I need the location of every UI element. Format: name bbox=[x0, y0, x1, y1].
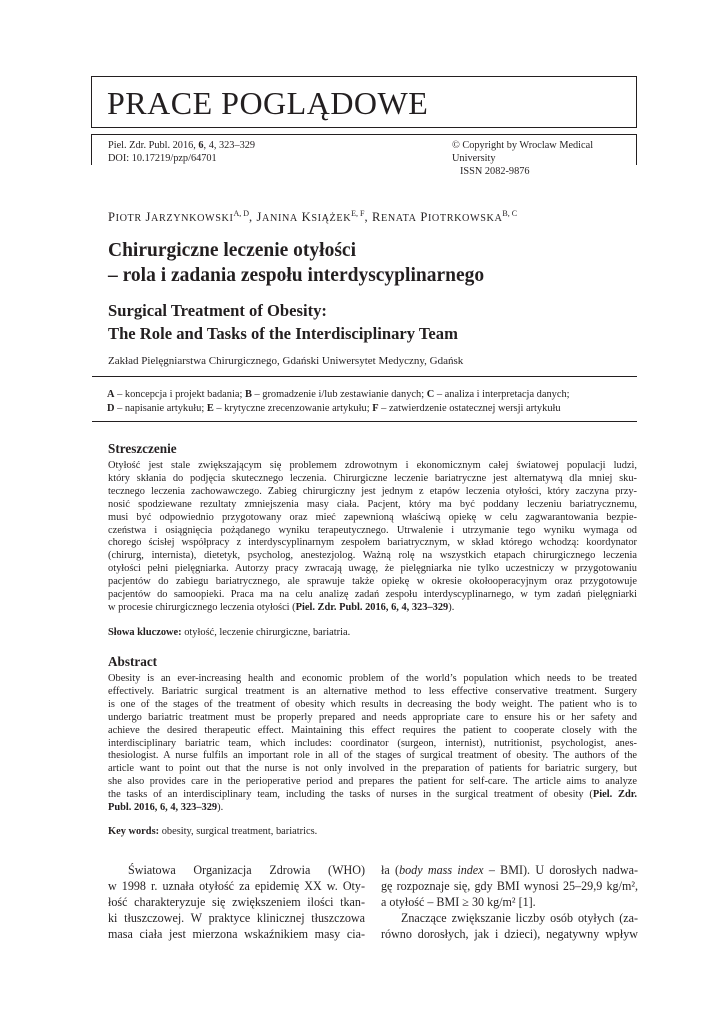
text-line: effectively. Bariatric surgical treatment is an alternative method to less effective conservative treatment. Surgery bbox=[108, 685, 637, 697]
keywords-label: Key words: bbox=[108, 826, 160, 837]
author-name: JANINA KSIĄŻEK bbox=[256, 210, 352, 225]
text-line: czeństwa i osiągnięcia pożądanego wyniku terapeutycznego. Utrwalenie i utrzymanie tego wyniku wymaga od bbox=[108, 524, 637, 536]
citation: Piel. Zdr. bbox=[592, 789, 637, 801]
keywords-text: otyłość, leczenie chirurgiczne, bariatria. bbox=[181, 627, 351, 638]
streszczenie-text bbox=[108, 460, 637, 615]
keywords-english bbox=[108, 826, 317, 837]
text-line: w 1998 r. uznała otyłość za epidemię XX w. Oty- bbox=[108, 878, 365, 893]
journal-citation-block bbox=[108, 139, 255, 165]
title-polish-line: – rola i zadania zespołu interdyscyplinarnego bbox=[108, 265, 485, 286]
abstract-text bbox=[108, 673, 637, 815]
text-line: masa ciała jest mierzona wskaźnikiem masy cia- bbox=[108, 926, 365, 941]
text-fragment: body mass index bbox=[399, 863, 484, 877]
text-line: tecznego leczenia zachowawczego. Zabieg chirurgiczny jest jednym z etapów leczenia otyłości, który zaczyna przy- bbox=[108, 485, 637, 497]
doi: DOI: 10.17219/pzp/64701 bbox=[108, 153, 217, 164]
section-header-box bbox=[91, 76, 637, 128]
keywords-text: obesity, surgical treatment, bariatrics. bbox=[159, 826, 318, 837]
issn: ISSN 2082-9876 bbox=[460, 166, 530, 177]
title-english bbox=[108, 299, 458, 345]
text-line bbox=[108, 802, 637, 815]
contributions-box bbox=[92, 376, 637, 422]
text-line: który skłania do podjęcia skutecznego leczenia. Chirurgiczne leczenie bariatryczne jest alternatywą dla mniej sku- bbox=[108, 472, 637, 484]
title-polish-line: Chirurgiczne leczenie otyłości bbox=[108, 240, 357, 261]
section-title: PRACE POGLĄDOWE bbox=[107, 85, 429, 121]
text-line bbox=[108, 602, 637, 615]
text-line: pacjentów do zabiegu bariatrycznego, ale sprawuje także opiekę w okresie okołooperacyjnym oraz przygotowuje bbox=[108, 576, 637, 588]
text-fragment: ła ( bbox=[381, 863, 400, 877]
text-line: Światowa Organizacja Zdrowia (WHO) bbox=[128, 863, 365, 877]
text-line: Obesity is an ever-increasing health and economic problem of the world’s population which needs to be treated bbox=[108, 673, 637, 684]
text-line bbox=[108, 789, 637, 802]
author-name: PIOTR JARZYNKOWSKI bbox=[108, 210, 234, 225]
text-line: gę rozpoznaje się, gdy BMI wynosi 25–29,9 kg/m², bbox=[381, 878, 638, 893]
copyright: © Copyright by Wroclaw Medical University bbox=[452, 140, 594, 164]
text-fragment: ). bbox=[448, 601, 455, 613]
title-english-line: The Role and Tasks of the Interdisciplinary Team bbox=[108, 324, 458, 343]
citation: Piel. Zdr. Publ. 2016, 6, 4, 323–329 bbox=[295, 601, 449, 613]
text-line: thesiologist. A nurse fulfils an important role in all of the stages of surgical treatment of obesity. The authors of the bbox=[108, 750, 637, 762]
text-line: nosić spodziewane rezultaty zmniejszenia masy ciała. Pacjent, który ma być poddany leczeniu bariatrycznemu, bbox=[108, 498, 637, 510]
text-line: (chirurg, internista), dietetyk, psycholog, anestezjolog. Ważną rolę na wszystkich etapach chirurgicznego leczenia bbox=[108, 550, 637, 562]
keywords-polish bbox=[108, 627, 350, 638]
text-fragment: – BMI). U dorosłych nadwa- bbox=[483, 863, 638, 877]
affiliation: Zakład Pielęgniarstwa Chirurgicznego, Gdański Uniwersytet Medyczny, Gdańsk bbox=[108, 355, 464, 367]
streszczenie-heading: Streszczenie bbox=[108, 441, 177, 456]
text-line: musi być odpowiednio przygotowany oraz mieć zapewnioną właściwą opiekę w celu zagwarantowania bezpie- bbox=[108, 511, 637, 523]
text-line: is one of the stages of the treatment of obesity which results in decreasing the body weight. The patient who is to bbox=[108, 698, 637, 710]
text-line bbox=[381, 863, 638, 879]
citation: Publ. 2016, 6, 4, 323–329 bbox=[108, 802, 218, 814]
body-column-left bbox=[108, 863, 365, 943]
text-fragment: the tasks of an interdisciplinary team, including the tasks of nurses in the surgical treatment of obesity ( bbox=[108, 789, 593, 801]
text-line: równo dorosłych, jak i dzieci), negatywny wpływ bbox=[381, 926, 638, 941]
text-line: she also provides care in the perioperative period and prepares the patient for self-care. The article aims to analyze bbox=[108, 776, 637, 788]
text-line: interdisciplinary bariatric team, which includes: coordinator (surgeon, internist), nutritionist, psychologist, anes- bbox=[108, 737, 637, 749]
body-column-right bbox=[381, 863, 638, 943]
text-line: otyłości pełni pielęgniarka. Autorzy pracy zwracają uwagę, że pielęgniarka nie tylko uczestniczy w przygotowaniu bbox=[108, 563, 637, 575]
contributions-line: A – koncepcja i projekt badania; B – gromadzenie i/lub zestawianie danych; C – analiza i interpretacja danych; bbox=[107, 389, 570, 400]
text-line: Znaczące zwiększanie liczby osób otyłych (za- bbox=[401, 910, 638, 925]
author-roles: E, F bbox=[351, 209, 365, 218]
text-line: chorego ścisłej współpracy z interdyscyplinarnym zespołem bariatrycznym, w skład którego wchodzą: koordynator bbox=[108, 537, 637, 549]
text-line: undergo bariatric treatment must be properly prepared and needs appropriate care to ensure his or her safety and bbox=[108, 711, 637, 723]
text-line: achieve the desired therapeutic effect. Maintaining this effect requires the patient to cooperate closely with the bbox=[108, 724, 637, 736]
author-roles: A, D bbox=[233, 209, 250, 218]
text-line: Otyłość jest stale zwiększającym się problemem zdrowotnym i ekonomicznym całej światowej populacji ludzi, bbox=[108, 460, 637, 471]
text-line: pacjentów do samoopieki. Praca ma na celu analizę zadań zespołu interdyscyplinarnego, w tym zadań pielęgniarki bbox=[108, 589, 637, 601]
author-list: PIOTR $JARZYNKOWSKI^{A, D}$, JANINA $KSIĄŻEK^{E, F}$, RENATA $PIOTRKOWSKA^{B, C}$ bbox=[108, 209, 518, 225]
author-name: RENATA PIOTRKOWSKA bbox=[372, 210, 503, 225]
keywords-label: Słowa kluczowe: bbox=[108, 627, 182, 638]
text-line: article want to point out that the nurse is not only involved in the preparation of patients for bariatric surgery, but bbox=[108, 763, 637, 775]
journal-reference: Piel. Zdr. Publ. 2016, 6, 4, 323–329 bbox=[108, 140, 256, 151]
copyright-block bbox=[452, 139, 632, 178]
author-roles: B, C bbox=[502, 209, 518, 218]
journal-meta-box bbox=[91, 134, 637, 177]
abstract-heading: Abstract bbox=[108, 654, 158, 669]
text-line: a otyłość – BMI ≥ 30 kg/m² [1]. bbox=[381, 894, 536, 909]
contributions-line: D – napisanie artykułu; E – krytyczne zrecenzowanie artykułu; F – zatwierdzenie ostatecznej wersji artykułu bbox=[107, 403, 561, 414]
text-line: łość charakteryzuje się zwiększeniem ilości tkan- bbox=[108, 894, 365, 909]
text-line: ki tłuszczowej. W praktyce klinicznej tłuszczowa bbox=[108, 910, 365, 925]
title-polish bbox=[108, 238, 484, 288]
text-fragment: w procesie chirurgicznego leczenia otyłości ( bbox=[108, 601, 296, 613]
title-english-line: Surgical Treatment of Obesity: bbox=[108, 301, 327, 320]
text-fragment: ). bbox=[217, 802, 224, 814]
